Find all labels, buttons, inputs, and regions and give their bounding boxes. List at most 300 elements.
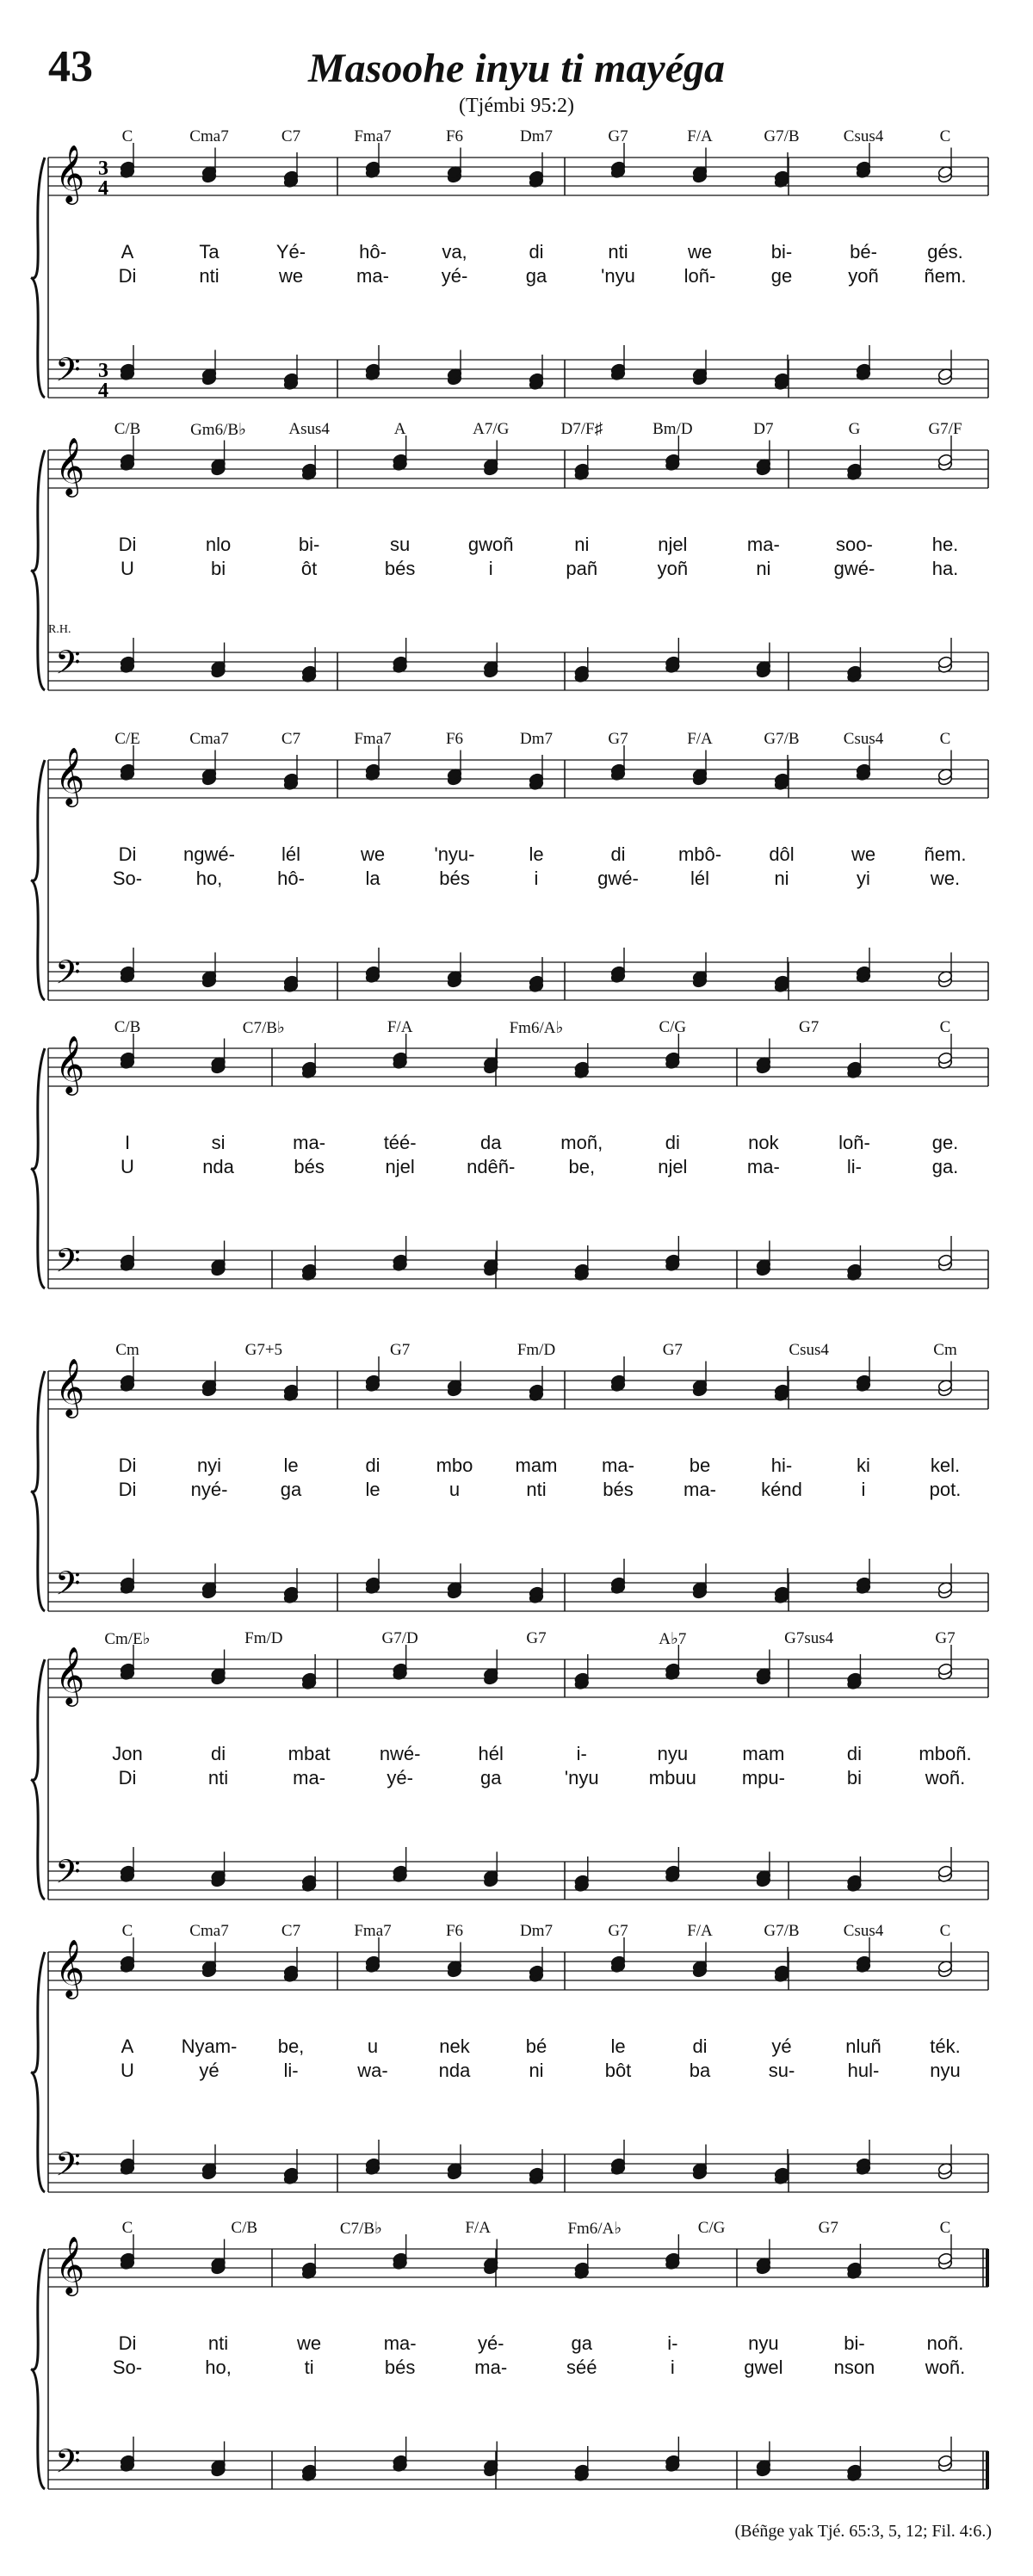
chord-symbol: Fma7 [354, 1922, 392, 1940]
lyric-verse-2: bés [384, 558, 416, 579]
lyric-verse-2: nti [207, 1767, 229, 1788]
chord-symbol: C7 [281, 1922, 301, 1940]
lyric-verse-1: 'nyu- [434, 843, 475, 865]
chord-symbol: C [121, 2219, 133, 2237]
chord-symbol: G7+5 [244, 1341, 283, 1359]
bass-note [365, 2140, 380, 2176]
lyric-verse-2: bés [294, 1156, 325, 1177]
chord-symbol: D7 [753, 420, 774, 438]
lyric-verse-2: nda [202, 1156, 234, 1177]
lyric-verse-2: yé- [441, 265, 468, 287]
lyric-verse-1: be, [277, 2035, 305, 2057]
bass-clef: 𝄢 [55, 2442, 81, 2488]
chord-symbol: Cma7 [189, 127, 229, 145]
lyric-verse-1: we [297, 2332, 322, 2354]
treble-note [211, 441, 226, 477]
chord-symbol: Csus4 [843, 127, 884, 145]
treble-note [365, 745, 380, 781]
right-hand-marker: R.H. [48, 623, 71, 636]
bass-note [201, 350, 217, 386]
svg-text:4: 4 [98, 177, 108, 200]
chord-symbol: Fma7 [354, 730, 392, 748]
bass-note [393, 1847, 408, 1883]
treble-note [937, 148, 953, 184]
final-barline [986, 2249, 989, 2287]
lyric-verse-1: loñ- [838, 1132, 870, 1153]
lyric-verse-2: pot. [929, 1479, 962, 1500]
lyric-verse-1: Yé- [275, 241, 306, 263]
lyric-verse-1: u [367, 2035, 379, 2057]
lyric-verse-2: ho, [195, 868, 223, 889]
lyric-verse-2: woñ. [925, 1767, 966, 1788]
treble-note [201, 148, 217, 184]
bass-note [937, 350, 953, 386]
bass-note [692, 1564, 708, 1600]
lyric-verse-2: u [448, 1479, 461, 1500]
lyric-verse-1: Di [118, 1455, 137, 1476]
lyric-verse-2: ga. [931, 1156, 959, 1177]
final-barline [986, 2451, 989, 2489]
system-brace [31, 1952, 45, 2192]
chord-symbol: G7 [935, 1629, 956, 1647]
bass-note [610, 2140, 626, 2176]
bass-note [665, 1847, 680, 1883]
lyric-verse-1: njel [658, 534, 688, 555]
lyric-verse-1: da [479, 1132, 502, 1153]
chord-symbol: Cm [115, 1341, 139, 1359]
bass-note [365, 1559, 380, 1595]
chord-symbol: C/B [114, 1018, 141, 1036]
chord-symbol: Cma7 [189, 730, 229, 748]
bass-note [692, 350, 708, 386]
system-brace [31, 760, 45, 1000]
lyric-verse-2: i [861, 1479, 866, 1500]
chord-symbol: Dm7 [520, 730, 553, 748]
footnote: (Béñge yak Tjé. 65:3, 5, 12; Fil. 4:6.) [734, 2522, 992, 2541]
chord-symbol: Csus4 [843, 730, 884, 748]
chord-symbol: F/A [465, 2219, 491, 2237]
lyric-verse-2: ni [774, 868, 789, 889]
bass-note [211, 1241, 226, 1277]
lyric-verse-1: mam [742, 1743, 785, 1764]
system-brace [31, 450, 45, 690]
system-brace [31, 158, 45, 398]
lyric-verse-2: njel [658, 1156, 688, 1177]
lyric-verse-2: ni [756, 558, 771, 579]
lyric-verse-2: we [278, 265, 304, 287]
lyric-verse-1: gwoñ [467, 534, 514, 555]
bass-note [120, 1559, 135, 1595]
lyric-verse-2: 'nyu [601, 265, 635, 287]
staff-system [48, 129, 988, 413]
lyric-verse-2: li- [846, 1156, 862, 1177]
chord-symbol: D7/F♯ [560, 420, 603, 438]
treble-note [756, 1039, 771, 1075]
lyric-verse-2: ni [529, 2060, 544, 2081]
lyric-verse-1: yé- [477, 2332, 504, 2354]
bass-note [665, 2437, 680, 2473]
lyric-verse-2: su- [768, 2060, 795, 2081]
bass-note [610, 345, 626, 381]
system-brace [31, 2249, 45, 2489]
lyric-verse-2: hul- [847, 2060, 880, 2081]
chord-symbol: C7/B♭ [339, 2220, 382, 2238]
treble-note [365, 1937, 380, 1974]
lyric-verse-2: yé [199, 2060, 220, 2081]
bass-note [665, 1236, 680, 1272]
lyric-verse-2: woñ. [925, 2357, 966, 2378]
lyric-verse-2: loñ- [684, 265, 716, 287]
lyric-verse-1: nyi [196, 1455, 222, 1476]
chord-symbol: G [848, 420, 861, 438]
lyric-verse-1: mbat [288, 1743, 331, 1764]
treble-clef: 𝄞 [55, 436, 85, 495]
lyric-verse-1: bi- [298, 534, 320, 555]
bass-note [393, 638, 408, 674]
treble-note [665, 436, 680, 472]
chord-symbol: G7/B [764, 127, 800, 145]
bass-note [856, 1559, 871, 1595]
lyric-verse-1: Di [118, 843, 137, 865]
lyric-verse-2: ga [280, 1479, 302, 1500]
lyric-verse-2: bés [439, 868, 470, 889]
bass-note [201, 953, 217, 989]
lyric-verse-1: di [610, 843, 626, 865]
lyric-verse-2: ti [304, 2357, 314, 2378]
lyric-verse-1: dôl [769, 843, 795, 865]
bass-note [211, 643, 226, 679]
bass-note [447, 350, 462, 386]
lyric-verse-1: soo- [836, 534, 873, 555]
treble-staff [48, 158, 988, 195]
hymn-number: 43 [48, 42, 93, 91]
lyric-verse-2: ma- [746, 1156, 780, 1177]
chord-symbol: C [939, 730, 951, 748]
bass-note [756, 1241, 771, 1277]
lyric-verse-1: Jon [112, 1743, 143, 1764]
treble-note [120, 745, 135, 781]
treble-note [393, 436, 408, 472]
lyric-verse-1: ge. [931, 1132, 959, 1153]
chord-symbol: G7/D [381, 1629, 418, 1647]
bass-staff [48, 1862, 988, 1900]
bass-note [483, 643, 498, 679]
bass-note [692, 2145, 708, 2181]
bass-note [937, 2437, 953, 2473]
chord-symbol: C/G [659, 1018, 687, 1036]
lyric-verse-2: ôt [300, 558, 318, 579]
lyric-verse-1: bé [525, 2035, 547, 2057]
treble-note [447, 148, 462, 184]
bass-note [856, 2140, 871, 2176]
lyric-verse-1: lél [281, 843, 301, 865]
treble-note [483, 441, 498, 477]
chord-symbol: C [939, 1018, 951, 1036]
bass-note [365, 948, 380, 984]
bass-note [120, 2437, 135, 2473]
chord-symbol: C7 [281, 127, 301, 145]
chord-symbol: Cm [933, 1341, 957, 1359]
treble-clef: 𝄞 [55, 1938, 85, 1997]
lyric-verse-2: wa- [357, 2060, 388, 2081]
bass-note [120, 2140, 135, 2176]
treble-clef: 𝄞 [55, 144, 85, 202]
bass-note [610, 1559, 626, 1595]
lyric-verse-2: ho, [205, 2357, 232, 2378]
chord-symbol: C/G [697, 2219, 726, 2237]
chord-symbol: C/B [231, 2219, 258, 2237]
bass-note [856, 948, 871, 984]
treble-note [756, 441, 771, 477]
lyric-verse-2: mpu- [741, 1767, 785, 1788]
lyric-verse-1: nlo [205, 534, 232, 555]
lyric-verse-2: kénd [761, 1479, 802, 1500]
chord-symbol: Bm/D [653, 420, 693, 438]
bass-note [120, 1847, 135, 1883]
lyric-verse-1: mbo [436, 1455, 473, 1476]
lyric-verse-2: nti [199, 265, 220, 287]
lyric-verse-1: bi- [770, 241, 793, 263]
lyric-verse-2: hô- [277, 868, 305, 889]
bass-staff [48, 1573, 988, 1611]
lyric-verse-1: ték. [930, 2035, 961, 2057]
bass-clef: 𝄢 [55, 1852, 81, 1899]
chord-symbol: A [393, 420, 406, 438]
lyric-verse-1: nti [207, 2332, 229, 2354]
chord-symbol: G7 [818, 2219, 838, 2237]
lyric-verse-1: di [846, 1743, 862, 1764]
lyric-verse-2: Di [118, 1767, 137, 1788]
chord-symbol: Dm7 [520, 1922, 553, 1940]
svg-text:4: 4 [98, 380, 108, 402]
lyric-verse-2: njel [385, 1156, 415, 1177]
lyric-verse-1: di [529, 241, 544, 263]
bass-staff [48, 1251, 988, 1288]
lyric-verse-2: li- [283, 2060, 299, 2081]
lyric-verse-1: ga [571, 2332, 593, 2354]
treble-note [120, 143, 135, 179]
treble-note [120, 1645, 135, 1681]
treble-note [665, 2234, 680, 2270]
treble-staff [48, 1048, 988, 1086]
treble-note [665, 1034, 680, 1070]
lyric-verse-2: bi [210, 558, 226, 579]
lyric-verse-2: So- [112, 868, 143, 889]
staff-system [48, 732, 988, 1016]
lyric-verse-2: be, [568, 1156, 596, 1177]
lyric-verse-1: ngwé- [183, 843, 235, 865]
bass-note [120, 345, 135, 381]
scripture-reference: (Tjémbi 95:2) [459, 95, 574, 117]
lyric-verse-2: ma- [474, 2357, 508, 2378]
treble-note [120, 436, 135, 472]
lyric-verse-2: yoñ [657, 558, 689, 579]
lyric-verse-1: nyu [657, 1743, 689, 1764]
treble-note [365, 1356, 380, 1393]
lyric-verse-1: nek [439, 2035, 470, 2057]
lyric-verse-2: ma- [684, 1479, 716, 1500]
treble-note [756, 1650, 771, 1686]
chord-symbol: C [939, 127, 951, 145]
lyric-verse-2: we. [930, 868, 961, 889]
lyric-verse-2: nson [833, 2357, 875, 2378]
chord-symbol: Cm/E♭ [104, 1630, 151, 1648]
svg-text:3: 3 [98, 158, 108, 180]
lyric-verse-2: ma- [356, 265, 389, 287]
lyric-verse-1: ñem. [924, 843, 967, 865]
bass-note [692, 953, 708, 989]
chord-symbol: G7/B [764, 1922, 800, 1940]
svg-text:3: 3 [98, 360, 108, 382]
lyric-verse-1: ki [857, 1455, 870, 1476]
treble-clef: 𝄞 [55, 1035, 85, 1093]
lyric-verse-2: le [365, 1479, 380, 1500]
chord-symbol: Csus4 [843, 1922, 884, 1940]
lyric-verse-1: bi- [844, 2332, 865, 2354]
treble-note [937, 1362, 953, 1398]
treble-note [692, 1943, 708, 1979]
treble-note [610, 1937, 626, 1974]
lyric-verse-2: gwé- [597, 868, 639, 889]
lyric-verse-2: ndêñ- [467, 1156, 516, 1177]
lyric-verse-2: pañ [566, 558, 598, 579]
lyric-verse-1: Di [118, 2332, 137, 2354]
lyric-verse-1: di [665, 1132, 680, 1153]
treble-note [856, 745, 871, 781]
chord-symbol: Asus4 [288, 420, 330, 438]
lyric-verse-1: I [124, 1132, 131, 1153]
lyric-verse-1: Di [118, 534, 137, 555]
treble-note [692, 1362, 708, 1398]
chord-symbol: A7/G [473, 420, 510, 438]
bass-clef: 𝄢 [55, 2145, 81, 2191]
lyric-verse-2: i [670, 2357, 675, 2378]
treble-note [120, 1937, 135, 1974]
lyric-verse-1: nluñ [845, 2035, 881, 2057]
lyric-verse-1: i- [667, 2332, 678, 2354]
treble-note [393, 1645, 408, 1681]
chord-symbol: Fma7 [354, 127, 392, 145]
system-brace [31, 1659, 45, 1900]
chord-symbol: G7/B [764, 730, 800, 748]
lyric-verse-2: bi [846, 1767, 862, 1788]
treble-staff [48, 450, 988, 488]
chord-symbol: G7 [608, 127, 628, 145]
treble-note [483, 1650, 498, 1686]
system-brace [31, 1048, 45, 1288]
lyric-verse-1: le [283, 1455, 299, 1476]
bass-note [483, 1852, 498, 1888]
lyric-verse-2: gwel [744, 2357, 783, 2378]
lyric-verse-1: we [360, 843, 386, 865]
lyric-verse-2: 'nyu [564, 1767, 599, 1788]
lyric-verse-1: Ta [199, 241, 220, 263]
lyric-verse-1: mbô- [677, 843, 722, 865]
chord-symbol: C [939, 1922, 951, 1940]
bass-note [447, 953, 462, 989]
lyric-verse-1: yé [771, 2035, 792, 2057]
bass-note [937, 1236, 953, 1272]
treble-note [937, 1034, 953, 1070]
lyric-verse-1: mboñ. [919, 1743, 972, 1764]
treble-staff [48, 760, 988, 798]
lyric-verse-1: téé- [383, 1132, 417, 1153]
bass-note [756, 2442, 771, 2478]
chord-symbol: Dm7 [520, 127, 553, 145]
bass-time-signature [98, 360, 108, 402]
bass-note [665, 638, 680, 674]
treble-note [610, 1356, 626, 1393]
lyric-verse-1: ma- [383, 2332, 417, 2354]
bass-note [856, 345, 871, 381]
lyric-verse-2: nyu [930, 2060, 961, 2081]
bass-note [393, 1236, 408, 1272]
treble-note [856, 1356, 871, 1393]
lyric-verse-1: su [390, 534, 411, 555]
lyric-verse-2: nyé- [190, 1479, 228, 1500]
lyric-verse-2: i [488, 558, 493, 579]
lyric-verse-1: si [211, 1132, 226, 1153]
treble-note [120, 1034, 135, 1070]
lyric-verse-1: nok [748, 1132, 779, 1153]
treble-note [211, 1039, 226, 1075]
lyric-verse-2: i [534, 868, 539, 889]
treble-note [447, 1943, 462, 1979]
system-brace [31, 1371, 45, 1611]
treble-note [692, 751, 708, 787]
lyric-verse-1: nwé- [379, 1743, 421, 1764]
chord-symbol: C7 [281, 730, 301, 748]
lyric-verse-2: ñem. [924, 265, 967, 287]
treble-clef: 𝄞 [55, 1357, 85, 1416]
lyric-verse-2: ga [479, 1767, 502, 1788]
treble-note [201, 1943, 217, 1979]
lyric-verse-2: ga [525, 265, 547, 287]
chord-symbol: A♭7 [659, 1630, 687, 1648]
bass-note [937, 1847, 953, 1883]
chord-symbol: Csus4 [789, 1341, 829, 1359]
lyric-verse-2: lél [690, 868, 710, 889]
treble-staff [48, 2249, 988, 2287]
treble-note [756, 2239, 771, 2276]
bass-note [211, 1852, 226, 1888]
treble-note [937, 751, 953, 787]
bass-note [201, 1564, 217, 1600]
chord-symbol: F6 [445, 127, 464, 145]
lyric-verse-1: mam [515, 1455, 558, 1476]
chord-symbol: Fm/D [516, 1341, 556, 1359]
lyric-verse-2: bés [384, 2357, 416, 2378]
hymn-title: Masoohe inyu ti mayéga [307, 46, 725, 91]
lyric-verse-1: he. [931, 534, 959, 555]
treble-note [937, 436, 953, 472]
lyric-verse-2: ba [689, 2060, 711, 2081]
lyric-verse-2: So- [112, 2357, 143, 2378]
treble-note [937, 2234, 953, 2270]
lyric-verse-1: di [692, 2035, 708, 2057]
treble-note [393, 2234, 408, 2270]
treble-note [201, 751, 217, 787]
bass-note [937, 953, 953, 989]
treble-clef: 𝄞 [55, 2235, 85, 2294]
lyric-verse-2: ma- [293, 1767, 326, 1788]
treble-note [120, 1356, 135, 1393]
treble-note [120, 2234, 135, 2270]
chord-symbol: Cma7 [189, 1922, 229, 1940]
lyric-verse-1: A [121, 241, 134, 263]
lyric-verse-1: Nyam- [181, 2035, 238, 2057]
lyric-verse-2: gwé- [833, 558, 875, 579]
